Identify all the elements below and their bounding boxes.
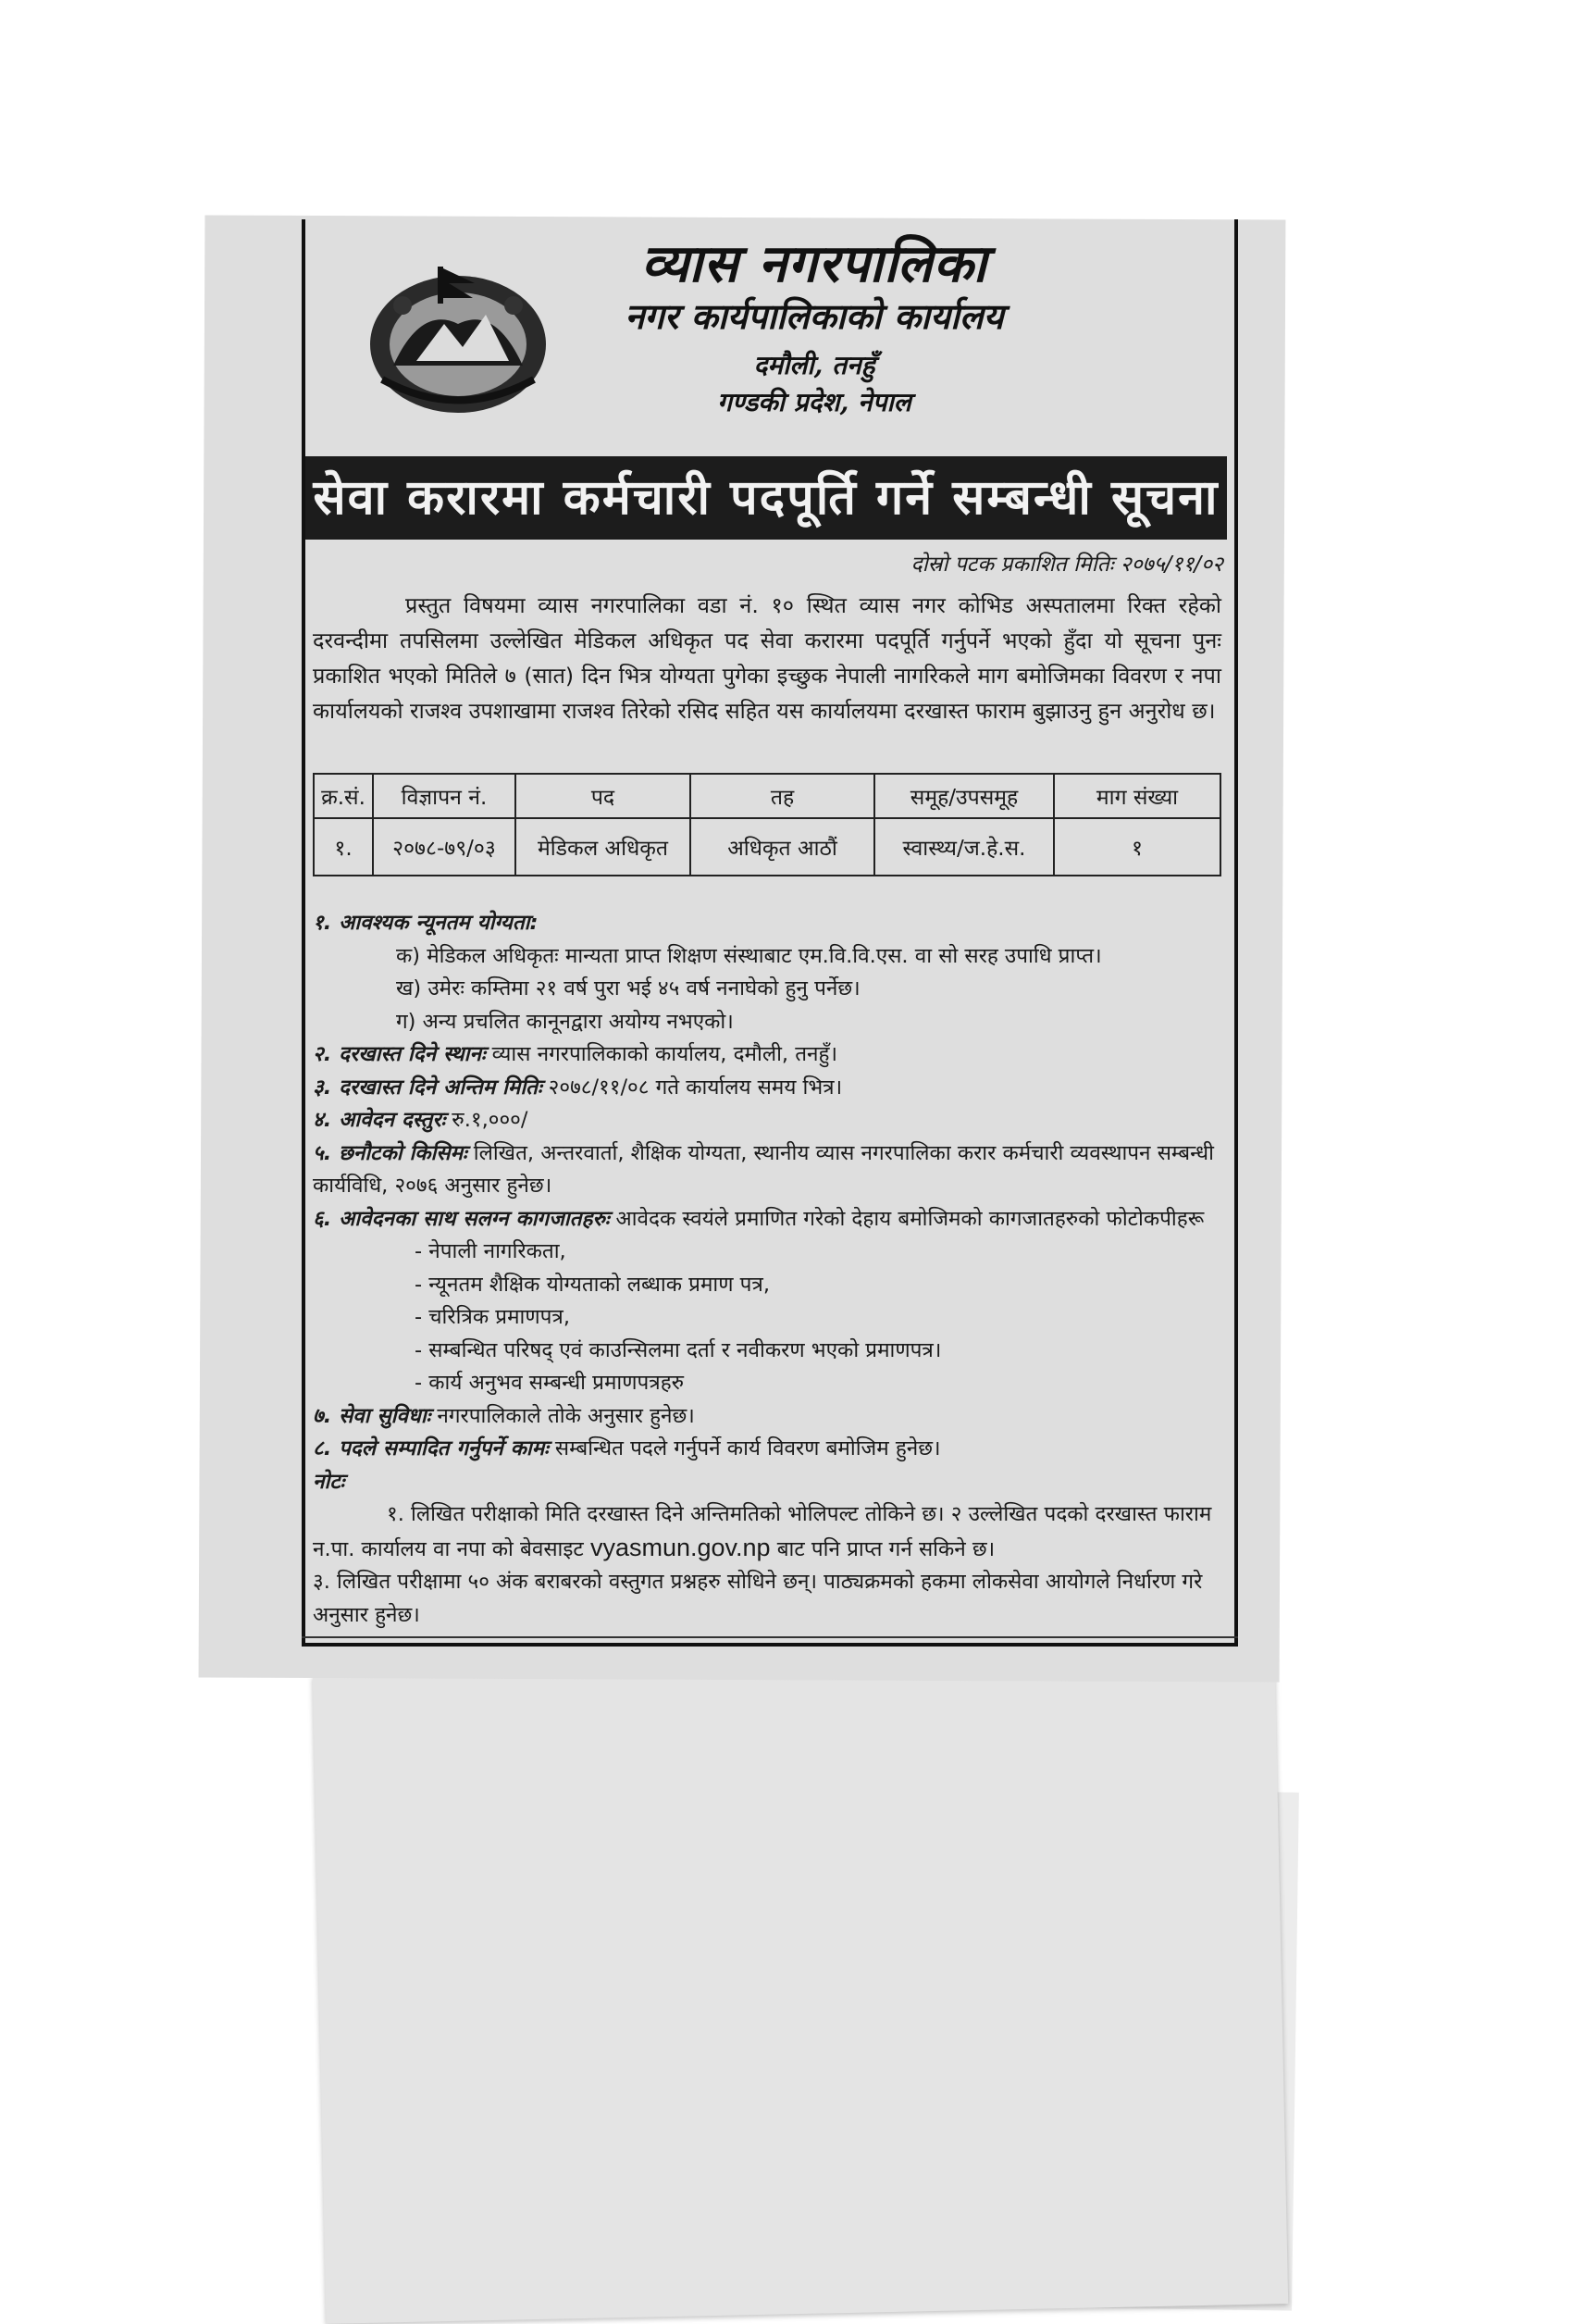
section-application-place: [313, 1038, 1229, 1072]
section-text: रु.१,०००/: [445, 1108, 528, 1132]
intro-paragraph: प्रस्तुत विषयमा व्यास नगरपालिका वडा नं. १० स्थित व्यास नगर कोभिड अस्पतालमा रिक्त रहेको दरवन्दीमा तपसिलमा उल्लेखित मेडिकल अधिकृत पद सेवा करारमा पदपूर्ति गर्नुपर्ने भएको हुँदा यो सूचना पुनः प्रकाशित भएको मितिले ७ (सात) दिन भित्र योग्यता पुगेका इच्छुक नेपाली नागरिकले माग बमोजिमका विवरण र नपा कार्यालयको राजश्व उपशाखामा राजश्व तिरेको रसिद सहित यस कार्यालयमा दरखास्त फाराम बुझाउनु हुन अनुरोध छ।: [313, 592, 1221, 724]
cell-group: स्वास्थ्य/ज.हे.स.: [874, 818, 1054, 876]
cell-ad-number: २०७८-७९/०३: [373, 818, 515, 876]
office-name: नगर कार्यपालिकाको कार्यालय: [625, 295, 1004, 337]
document-item: - कार्य अनुभव सम्बन्धी प्रमाणपत्रहरु: [415, 1371, 685, 1395]
publication-date: दोस्रो पटक प्रकाशित मितिः २०७५/११/०२: [910, 553, 1223, 577]
col-header-quantity: माग संख्या: [1054, 774, 1220, 818]
section-label: १. आवश्यक न्यूनतम योग्यता:: [313, 911, 539, 935]
note-text: बाट पनि प्राप्त गर्न सकिने छ।: [770, 1536, 996, 1561]
table-row: [314, 818, 1220, 876]
section-label: ४. आवेदन दस्तुरः: [313, 1108, 446, 1132]
qualification-item: क) मेडिकल अधिकृतः मान्यता प्राप्त शिक्षण संस्थाबाट एम.वि.वि.एस. वा सो सरह उपाधि प्राप्त।: [396, 943, 1102, 968]
section-text: २०७८/११/०८ गते कार्यालय समय भित्र।: [541, 1075, 843, 1100]
document-item: - न्यूनतम शैक्षिक योग्यताको लब्धाक प्रमाण पत्र,: [415, 1272, 771, 1297]
cell-post: मेडिकल अधिकृत: [515, 818, 690, 876]
qualification-item: ग) अन्य प्रचलित कानूनद्वारा अयोग्य नभएको।: [396, 1009, 734, 1034]
website-link[interactable]: vyasmun.gov.np: [589, 1533, 771, 1561]
section-label: ७. सेवा सुविधाः: [313, 1403, 431, 1428]
table-header-row: [314, 774, 1220, 818]
section-label: ८. पदले सम्पादित गर्नुपर्ने कामः: [313, 1436, 549, 1460]
section-label: २. दरखास्त दिने स्थानः: [313, 1042, 486, 1066]
note-item: ३. लिखित परीक्षामा ५० अंक बराबरको वस्तुगत प्रश्नहरु सोधिने छन्। पाठ्यक्रमको हकमा लोकसेवा आयोगले निर्धारण गरे अनुसार हुनेछ।: [313, 1570, 1203, 1627]
notes-label: नोटः: [313, 1469, 345, 1494]
col-header-serial: क्र.सं.: [314, 774, 373, 818]
section-qualification-heading: [313, 907, 1229, 940]
section-text: आवेदक स्वयंले प्रमाणित गरेको देहाय बमोजिमको कागजातहरुको फोटोकपीहरू: [609, 1206, 1205, 1231]
section-deadline: [313, 1072, 1229, 1105]
cell-quantity: १: [1054, 818, 1220, 876]
section-text: नगरपालिकाले तोके अनुसार हुनेछ।: [430, 1403, 695, 1428]
section-label: ५. छनौटको किसिमः: [313, 1140, 467, 1165]
notice-sections: [313, 907, 1229, 1632]
org-name: व्यास नगरपालिका: [640, 233, 988, 294]
document-item: - सम्बन्धित परिषद् एवं काउन्सिलमा दर्ता र नवीकरण भएको प्रमाणपत्र।: [415, 1337, 942, 1362]
address-line-1: दमौली, तनहुँ: [753, 350, 875, 380]
section-text: व्यास नगरपालिकाको कार्यालय, दमौली, तनहुँ।: [485, 1042, 838, 1066]
notice-title-banner: सेवा करारमा कर्मचारी पदपूर्ति गर्ने सम्बन्धी सूचना: [305, 456, 1227, 540]
col-header-level: तह: [690, 774, 874, 818]
nepal-emblem-icon: [365, 259, 551, 416]
notice-border-bottom: [302, 1636, 1238, 1638]
qualification-item: ख) उमेरः कम्तिमा २१ वर्ष पुरा भई ४५ वर्ष ननाघेको हुनु पर्नेछ।: [396, 976, 861, 1000]
col-header-ad-number: विज्ञापन नं.: [373, 774, 515, 818]
note-item: [313, 1498, 1229, 1566]
section-label: ६. आवेदनका साथ सलग्न कागजातहरुः: [313, 1206, 610, 1231]
section-documents: [313, 1203, 1229, 1237]
note-text: १. लिखित परीक्षाको मिति दरखास्त दिने अन्तिमतिको भोलिपल्ट तोकिने छ। २ उल्लेखित पदको दरखास्त फाराम न.पा. कार्यालय वा नपा को बेवसाइट: [313, 1502, 1212, 1561]
cell-serial: १.: [314, 818, 373, 876]
section-selection-type: [313, 1137, 1229, 1203]
document-item: - चरित्रिक प्रमाणपत्र,: [415, 1305, 570, 1329]
section-label: ३. दरखास्त दिने अन्तिम मितिः: [313, 1075, 542, 1100]
section-text: सम्बन्धित पदले गर्नुपर्ने कार्य विवरण बमोजिम हुनेछ।: [548, 1436, 941, 1460]
section-facilities: [313, 1400, 1229, 1434]
document-item: - नेपाली नागरिकता,: [415, 1239, 566, 1263]
col-header-group: समूह/उपसमूह: [874, 774, 1054, 818]
col-header-post: पद: [515, 774, 690, 818]
vacancy-table: [313, 773, 1221, 876]
section-fee: [313, 1104, 1229, 1137]
notes-heading: [313, 1466, 1229, 1499]
section-text: लिखित, अन्तरवार्ता, शैक्षिक योग्यता, स्थानीय व्यास नगरपालिका करार कर्मचारी व्यवस्थापन सम्बन्धी कार्यविधि, २०७६ अनुसार हुनेछ।: [313, 1140, 1214, 1198]
folded-paper-back: [313, 1656, 1288, 2324]
cell-level: अधिकृत आठौं: [690, 818, 874, 876]
address-line-2: गण्डकी प्रदेश, नेपाल: [717, 387, 911, 417]
section-duties: [313, 1433, 1229, 1466]
